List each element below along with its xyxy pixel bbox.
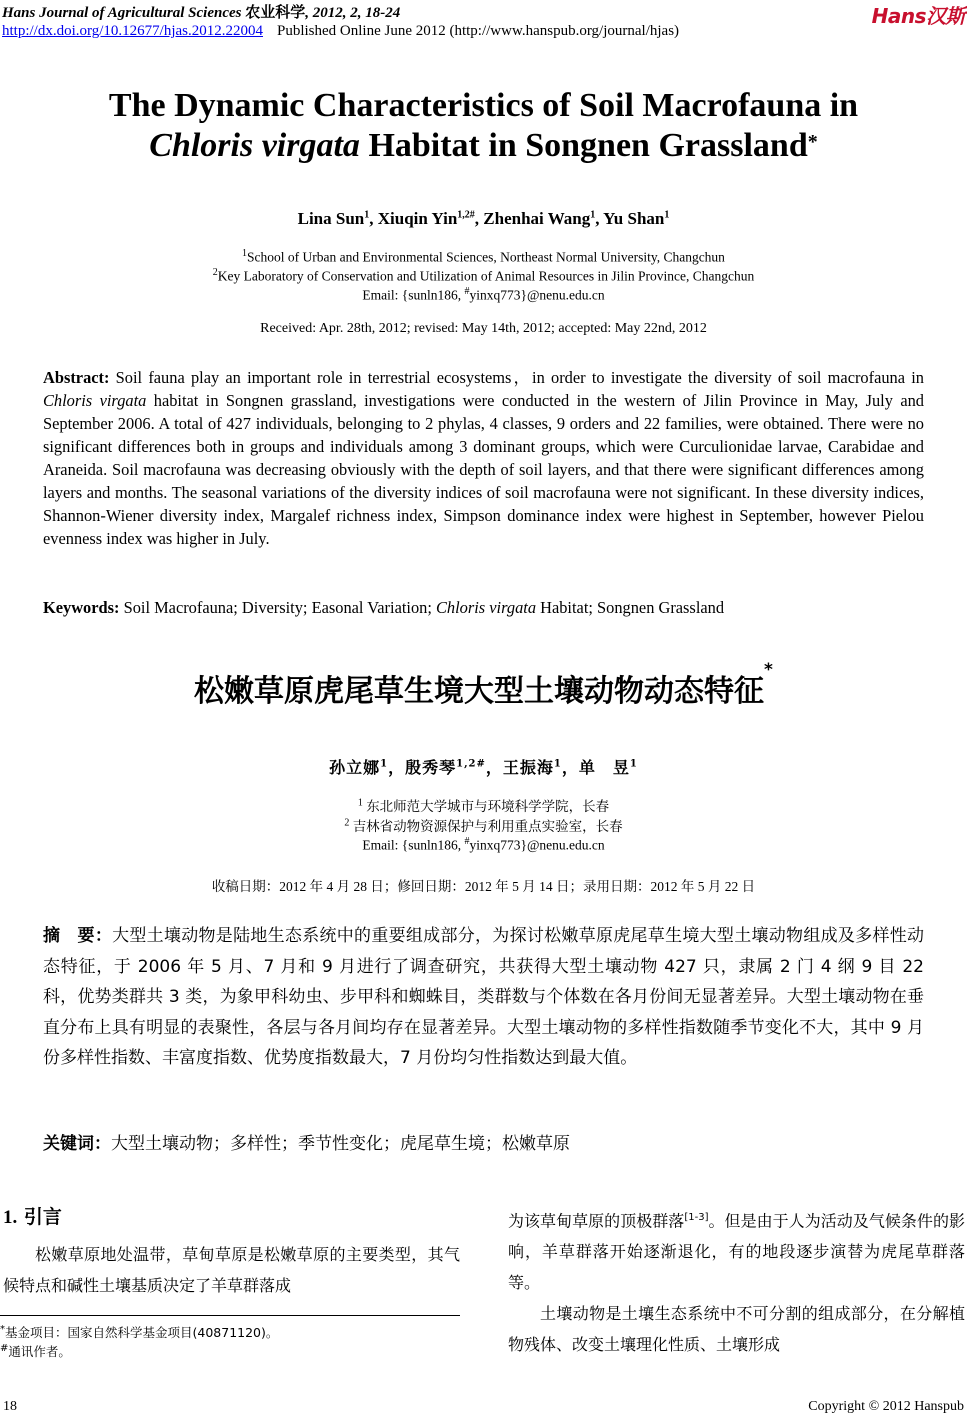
authors-zh: 孙立娜$^1$，殷秀琴$^{1,2\#}$，王振海$^1$，单 昱$^1$ <box>329 758 638 777</box>
authors-en: Lina Sun$^1$, Xiuqin Yin$^{1,2\#}$, Zhenhai Wang$^1$, Yu Shan$^1$ <box>297 209 670 228</box>
hans-logo: Hans汉斯 <box>871 4 965 28</box>
affiliation-1-zh: $^1$ 东北师范大学城市与环境科学学院，长春 <box>357 797 610 814</box>
copyright: Copyright © 2012 Hanspub <box>808 1399 964 1414</box>
page-number: 18 <box>3 1399 17 1414</box>
email-zh: Email: {sunln186, #yinxq773}@nenu.edu.cn <box>362 836 605 853</box>
doi-line <box>2 23 679 40</box>
affiliation-2-en: $^2$Key Laboratory of Conservation and Utilization of Animal Resources in Jilin Province, Changchun <box>212 267 755 284</box>
email-en: Email: {sunln186, #yinxq773}@nenu.edu.cn <box>362 286 605 303</box>
received-dates-zh: 收稿日期：2012 年 4 月 28 日；修回日期：2012 年 5 月 14 日；录用日期：2012 年 5 月 22 日 <box>211 879 756 894</box>
published-online: Published Online June 2012 (http://www.hanspub.org/journal/hjas) <box>276 23 680 39</box>
footnote-corresponding: #通讯作者。 <box>0 1342 71 1359</box>
intro-paragraph-2: 土壤动物是土壤生态系统中不可分割的组成部分，在分解植物残体、改变土壤理化性质、土壤形成 <box>508 1304 965 1355</box>
footnote-funding: *基金项目：国家自然科学基金项目(40871120)。 <box>0 1323 279 1340</box>
journal-header: Hans Journal of Agricultural Sciences 农业科学, 2012, 2, 18-24 <box>2 5 401 21</box>
column-right <box>508 1202 965 1360</box>
section-heading-intro: 1. 引言 <box>3 1206 62 1228</box>
affiliation-1-en: $^1$School of Urban and Environmental Sciences, Northeast Normal University, Changchun <box>242 248 725 265</box>
footnote-rule <box>0 1315 460 1316</box>
column-left <box>3 1202 460 1301</box>
received-dates-en: Received: Apr. 28th, 2012; revised: May 14th, 2012; accepted: May 22nd, 2012 <box>260 321 707 336</box>
abstract-zh: 摘 要：大型土壤动物是陆地生态系统中的重要组成部分，为探讨松嫩草原虎尾草生境大型土壤动物组成及多样性动态特征，于 2006 年 5 月、7 月和 9 月进行了调查研究，共获得大型土壤动物 427 只，隶属 2 门 4 纲 9 目 22 科，优势类群共 3 类，为象甲科幼虫、步甲科和蜘蛛目，类群数与个体数在各月份间无显著差异。大型土壤动物在垂直分布上具有明显的表聚性，各层与各月间均存在显著差异。大型土壤动物的多样性指数随季节变化不大，其中 9 月份多样性指数、丰富度指数、优势度指数最大，7 月份均匀性指数达到最大值。 <box>43 926 925 1068</box>
intro-paragraph-1: 松嫩草原地处温带，草甸草原是松嫩草原的主要类型，其气候特点和碱性土壤基质决定了羊草群落成 <box>3 1245 460 1295</box>
keywords-en: Keywords: Soil Macrofauna; Diversity; Easonal Variation; Chloris virgata Habitat; Songnen Grassland <box>43 598 725 617</box>
paper-title-en: The Dynamic Characteristics of Soil Macrofauna in Chloris virgata Habitat in Songnen Grassland* <box>108 87 859 164</box>
keywords-zh: 关键词：大型土壤动物；多样性；季节性变化；虎尾草生境；松嫩草原 <box>43 1134 570 1154</box>
paper-title-zh: 松嫩草原虎尾草生境大型土壤动物动态特征* <box>194 660 773 709</box>
doi-link[interactable]: http://dx.doi.org/10.12677/hjas.2012.22004 <box>2 23 263 39</box>
abstract-en: Abstract: Soil fauna play an important role in terrestrial ecosystems，in order to investigate the diversity of soil macrofauna in Chloris virgata habitat in Songnen grassland, investigations were conducted in the western of Jilin Province in May, July and September 2006. A total of 427 individuals, belonging to 2 phylas, 4 classes, 9 orders and 22 families, were obtained. There were no significant differences both in groups and individuals among 3 dominant groups, which were Curculionidae larvae, Carabidae and Araneida. Soil macrofauna was decreasing obviously with the depth of soil layers, and that there were significant differences among layers and months. The seasonal variations of the diversity indices of soil macrofauna were not significant. In these diversity indices, Shannon-Wiener diversity index, Margalef richness index, Simpson dominance index were highest in September, however Pielou evenness index was higher in July. <box>43 368 924 548</box>
affiliation-2-zh: $^2$ 吉林省动物资源保护与利用重点实验室，长春 <box>344 817 623 834</box>
intro-paragraph-1-cont: 为该草甸草原的顶极群落[1-3]。但是由于人为活动及气候条件的影响，羊草群落开始逐渐退化，有的地段逐步演替为虎尾草群落等。 <box>508 1211 965 1293</box>
